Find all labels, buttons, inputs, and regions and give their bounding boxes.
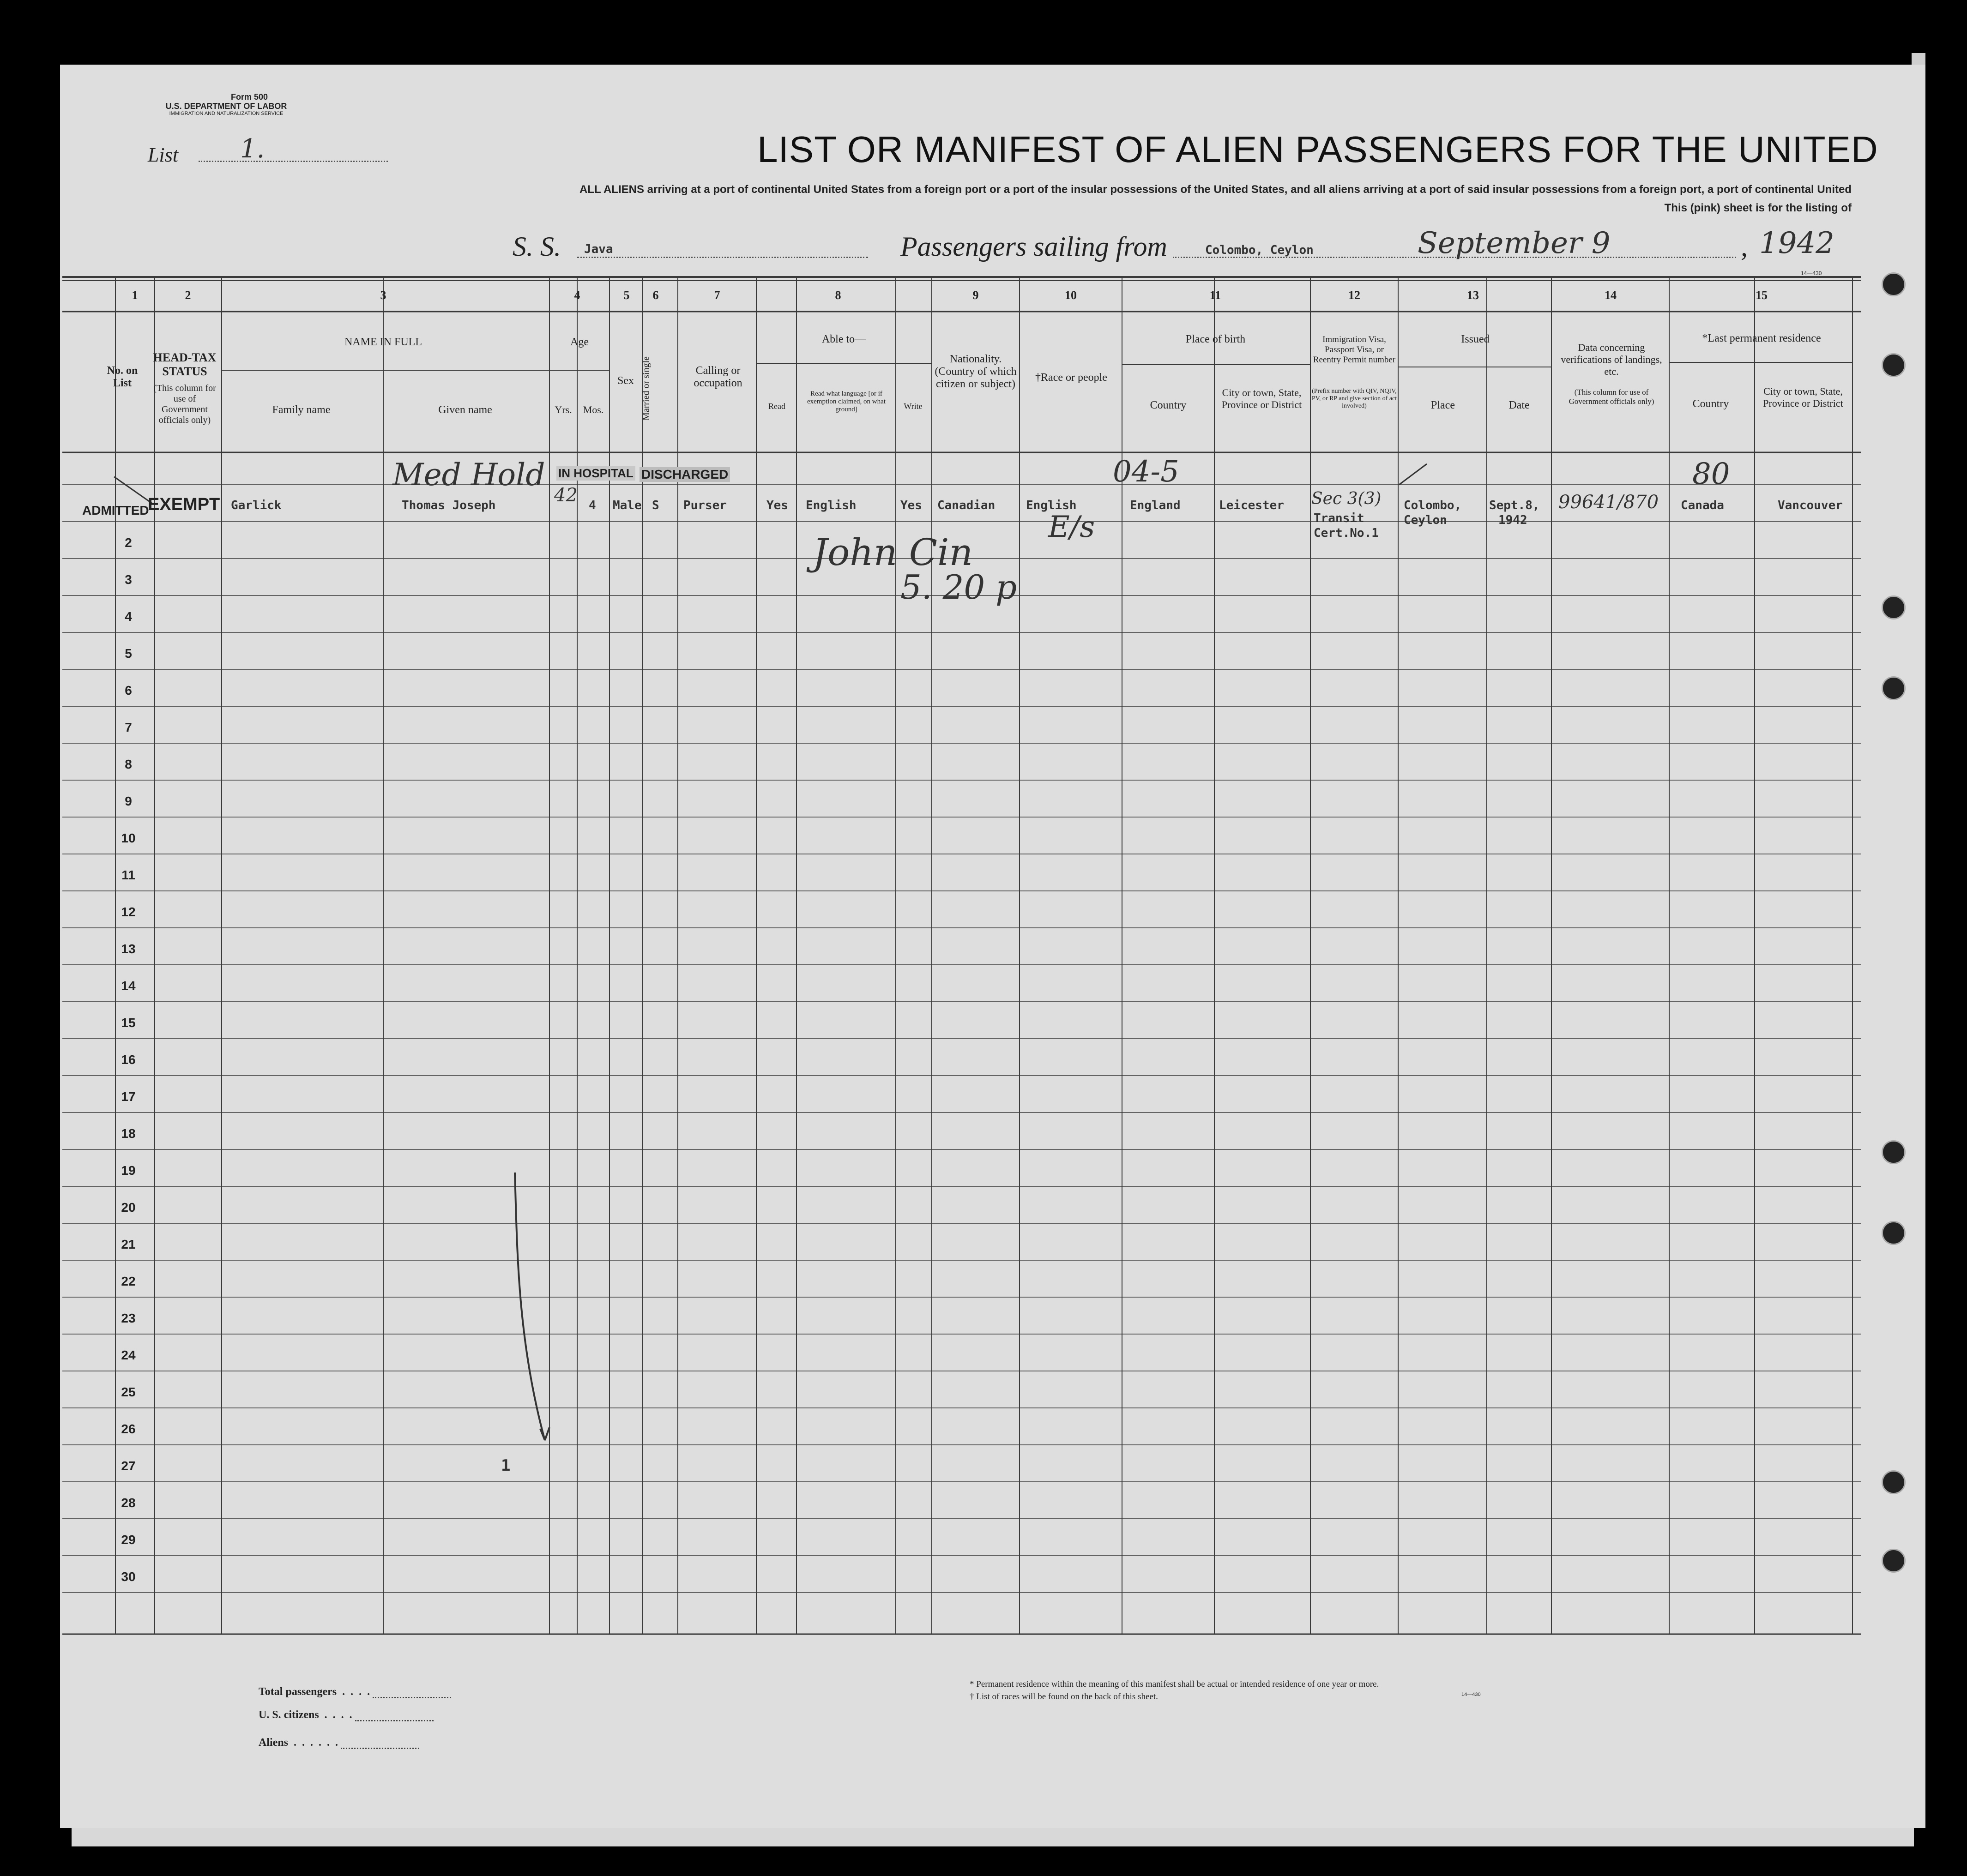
binder-hole: [1882, 1221, 1906, 1245]
row-number-25: 25: [121, 1385, 136, 1399]
row-number-13: 13: [121, 942, 136, 956]
header-given-name: Given name: [438, 404, 492, 416]
header-birth-country: Country: [1150, 399, 1187, 411]
nationality-cell: Canadian: [937, 499, 996, 512]
row-number-23: 23: [121, 1311, 136, 1325]
row-number-5: 5: [125, 646, 132, 661]
row-number-20: 20: [121, 1200, 136, 1215]
column-number-11: 11: [1209, 289, 1221, 302]
row-number-17: 17: [121, 1089, 136, 1104]
row-number-22: 22: [121, 1274, 136, 1288]
row-number-3: 3: [125, 572, 132, 587]
status-stamp-admitted: ADMITTED: [82, 503, 149, 517]
binder-hole: [1882, 595, 1906, 619]
row-number-18: 18: [121, 1126, 136, 1141]
read-cell: Yes: [766, 499, 788, 512]
row-number-21: 21: [121, 1237, 136, 1251]
column-number-5: 5: [623, 289, 630, 302]
ship-line: [577, 257, 868, 258]
age-months-cell: 4: [589, 499, 596, 512]
head-tax-stamp: EXEMPT: [148, 495, 220, 514]
column-number-6: 6: [652, 289, 659, 302]
sailing-year: 1942: [1759, 226, 1834, 260]
marital-cell: S: [652, 499, 659, 512]
header-read-language: Read what language [or if exemption claimed, on what ground]: [807, 390, 886, 413]
header-visa: Immigration Visa, Passport Visa, or Reentry Permit number: [1313, 335, 1396, 365]
header-issued-place: Place: [1431, 399, 1455, 411]
header-landings-note: (This column for use of Government officials only): [1569, 388, 1654, 406]
given-name-cell: Thomas Joseph: [402, 499, 496, 512]
column-number-10: 10: [1065, 289, 1077, 302]
issued-place-line-2: Ceylon: [1404, 513, 1447, 527]
form-code-top: 14—430: [1801, 270, 1822, 277]
header-visa-note: (Prefix number with QIV, NQIV, PV, or RP and give section of act involved): [1311, 388, 1397, 409]
handwritten-race-mark: E/s: [1048, 510, 1095, 544]
header-place-of-birth: Place of birth: [1185, 333, 1246, 345]
row-number-16: 16: [121, 1052, 136, 1067]
total-passengers-label: Total passengers: [259, 1686, 337, 1698]
row-number-2: 2: [125, 535, 132, 550]
residence-city-cell: Vancouver: [1778, 499, 1843, 512]
service-label: IMMIGRATION AND NATURALIZATION SERVICE: [169, 111, 284, 116]
column-number-12: 12: [1348, 289, 1360, 302]
us-citizens-blank[interactable]: [355, 1707, 434, 1721]
column-number-9: 9: [972, 289, 979, 302]
header-landings: Data concerning verifications of landings, etc.: [1561, 342, 1662, 377]
family-name-cell: Garlick: [231, 499, 282, 512]
column-number-1: 1: [132, 289, 138, 302]
row-number-14: 14: [121, 979, 136, 993]
handwritten-signature-2: 5. 20 p: [900, 568, 1017, 607]
row-number-10: 10: [121, 831, 136, 845]
footnote-residence: * Permanent residence within the meaning of this manifest shall be actual or intended residence of one year or more.: [970, 1679, 1379, 1689]
column-number-2: 2: [185, 289, 191, 302]
row-number-4: 4: [125, 609, 132, 624]
row-number-26: 26: [121, 1422, 136, 1436]
header-nationality: Nationality. (Country of which citizen or subject): [935, 353, 1017, 390]
footnote-code: 14—430: [1461, 1692, 1481, 1697]
row-number-29: 29: [121, 1533, 136, 1547]
header-head-tax-note: (This column for use of Government officials only): [153, 383, 216, 425]
header-calling: Calling or occupation: [694, 365, 742, 389]
aliens-blank[interactable]: [341, 1735, 419, 1749]
landing-data-cell: 99641/870: [1558, 492, 1659, 513]
header-head-tax: HEAD-TAX STATUS: [153, 351, 217, 378]
column-number-15: 15: [1756, 289, 1768, 302]
list-label: List: [148, 144, 179, 166]
header-last-residence: *Last permanent residence: [1702, 332, 1821, 344]
department-label: U.S. DEPARTMENT OF LABOR: [165, 102, 287, 111]
total-passengers-row: Total passengers . . . .: [259, 1684, 451, 1698]
us-citizens-label: U. S. citizens: [259, 1709, 319, 1721]
visa-section: Sec 3(3): [1311, 489, 1382, 508]
occupation-cell: Purser: [683, 499, 727, 512]
list-value: 1.: [240, 134, 265, 164]
handwritten-code: 04-5: [1113, 455, 1179, 489]
issued-date-line-2: 1942: [1498, 513, 1527, 527]
binder-hole: [1882, 353, 1906, 377]
sailing-label: Passengers sailing from: [900, 231, 1167, 262]
ss-label: S. S.: [513, 231, 561, 262]
handwritten-signature: John Cin: [813, 531, 973, 574]
residence-handwritten: 80: [1692, 457, 1730, 491]
column-number-13: 13: [1467, 289, 1479, 302]
handwritten-arrow: [515, 1172, 549, 1440]
header-read: Read: [768, 402, 785, 411]
header-race: †Race or people: [1035, 372, 1107, 384]
handwritten-slash: [1399, 464, 1427, 485]
header-issued-date: Date: [1508, 399, 1530, 411]
binder-hole: [1882, 1549, 1906, 1573]
language-cell: English: [806, 499, 857, 512]
column-number-4: 4: [574, 289, 580, 302]
header-write: Write: [904, 402, 923, 411]
birth-city-cell: Leicester: [1219, 499, 1284, 512]
column-number-8: 8: [835, 289, 841, 302]
write-cell: Yes: [900, 499, 922, 512]
header-res-country: Country: [1692, 398, 1729, 410]
header-family-name: Family name: [272, 404, 331, 416]
header-yrs: Yrs.: [555, 404, 572, 415]
header-birth-city: City or town, State, Province or District: [1221, 387, 1302, 410]
subtitle-line-2: This (pink) sheet is for the listing of: [1664, 202, 1852, 214]
residence-country-cell: Canada: [1681, 499, 1724, 512]
column-number-7: 7: [714, 289, 720, 302]
issued-place-line-1: Colombo,: [1404, 499, 1462, 512]
race-cell: English: [1026, 499, 1077, 512]
visa-transit: Transit: [1314, 511, 1364, 525]
header-married: Married or single: [641, 356, 652, 421]
visa-cert: Cert.No.1: [1314, 526, 1379, 540]
footnote-races: † List of races will be found on the back of this sheet.: [970, 1692, 1158, 1702]
column-number-3: 3: [380, 289, 386, 302]
header-res-city: City or town, State, Province or District: [1763, 385, 1843, 409]
row-number-30: 30: [121, 1569, 136, 1584]
handwritten-med-hold: Med Hold: [392, 457, 545, 493]
aliens-label: Aliens: [259, 1737, 289, 1749]
binder-hole: [1882, 272, 1906, 296]
aliens-row: Aliens . . . . . .: [259, 1735, 419, 1749]
sailing-date: September 9: [1418, 226, 1611, 260]
column-number-14: 14: [1605, 289, 1617, 302]
year-comma: ,: [1741, 231, 1748, 262]
header-age: Age: [570, 336, 589, 348]
sex-cell: Male: [613, 499, 642, 512]
header-issued: Issued: [1461, 333, 1490, 345]
row-27-mark: 1: [501, 1456, 511, 1475]
list-line: [199, 161, 388, 162]
row-number-28: 28: [121, 1496, 136, 1510]
row-number-27: 27: [121, 1459, 136, 1473]
header-sex: Sex: [617, 375, 634, 387]
discharged-stamp: DISCHARGED: [640, 467, 730, 482]
ship-name: Java: [584, 242, 613, 256]
total-passengers-blank[interactable]: [373, 1684, 451, 1698]
subtitle-line-1: ALL ALIENS arriving at a port of continental United States from a foreign port or a port of the insular possessions of the United States, and all aliens arriving at a port of said insular possessions from a foreign port, a port of continental United: [579, 183, 1852, 196]
binder-hole: [1882, 676, 1906, 700]
row-number-11: 11: [121, 868, 135, 882]
row-number-6: 6: [125, 683, 132, 697]
binder-hole: [1882, 1140, 1906, 1164]
row-number-9: 9: [125, 794, 132, 808]
header-no-on-list: No. on List: [107, 365, 138, 389]
row-number-8: 8: [125, 757, 132, 771]
row-number-19: 19: [121, 1163, 136, 1178]
sailing-from: Colombo, Ceylon: [1205, 243, 1314, 257]
row-number-12: 12: [121, 905, 136, 919]
header-mos: Mos.: [583, 404, 604, 415]
form-number: Form 500: [230, 92, 268, 102]
row-number-7: 7: [125, 720, 132, 734]
age-years-cell: 42: [554, 485, 578, 506]
row-number-15: 15: [121, 1016, 136, 1030]
page-title: LIST OR MANIFEST OF ALIEN PASSENGERS FOR THE UNITED: [757, 129, 1878, 170]
row-number-24: 24: [121, 1348, 136, 1362]
birth-country-cell: England: [1130, 499, 1181, 512]
binder-hole: [1882, 1470, 1906, 1494]
us-citizens-row: U. S. citizens . . . .: [259, 1707, 434, 1721]
issued-date-line-1: Sept.8,: [1489, 499, 1540, 512]
hospital-stamp: IN HOSPITAL: [556, 466, 635, 481]
header-name-in-full: NAME IN FULL: [344, 336, 422, 348]
header-able-to: Able to—: [821, 333, 866, 345]
